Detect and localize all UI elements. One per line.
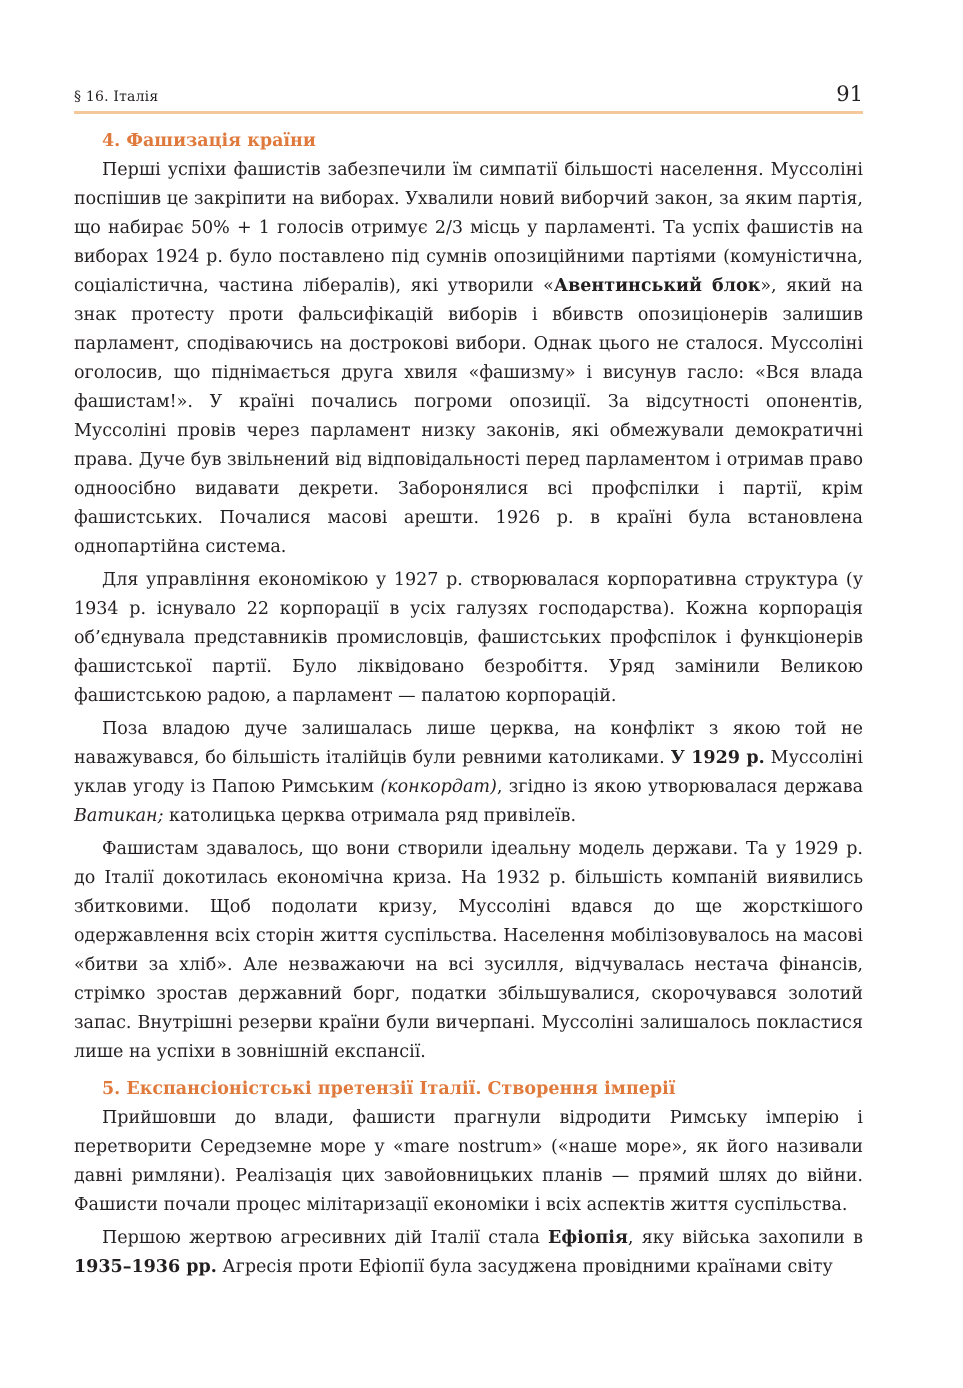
text-run: , яку війська захопили в — [627, 1228, 864, 1248]
paragraph: Для управління економікою у 1927 р. створювалася корпоративна структура (у 1934 р. існувало 22 корпорації в усіх галузях господарства). Кожна корпорація об’єднувала представників промисловців, фашистських профспілок і функціонерів фашистської партії. Було ліквідовано безробіття. Уряд замінили Великою фашистською радою, а парламент — палатою корпорацій. — [74, 570, 863, 706]
text-run: Першою жертвою агресивних дій Італії стала — [102, 1228, 549, 1248]
italic-term: (конкордат) — [380, 777, 497, 797]
text-run: , згідно із якою утворювалася держава — [496, 777, 863, 797]
running-header — [74, 80, 863, 114]
body-text — [74, 127, 863, 1286]
page-number: 91 — [836, 82, 863, 106]
paragraph: Фашистам здавалось, що вони створили ідеальну модель держави. Та у 1929 р. до Італії докотилась економічна криза. На 1932 р. більшість компаній виявились збитковими. Щоб подолати кризу, Муссоліні вдався до ще жорсткішого одержавлення всіх сторін життя суспільства. Населення мобілізовувалось на масові «битви за хліб». Але незважаючи на всі зусилля, відчувалась нестача фінансів, стрімко зростав державний борг, податки збільшувалися, скорочувався золотий запас. Внутрішні резерви країни були вичерпані. Муссоліні залишалось покластися лише на успіхи в зовнішній експансії. — [74, 839, 863, 1062]
bold-term: Ефіопія — [548, 1228, 628, 1248]
section-label: § 16. Італія — [74, 89, 159, 105]
text-run: Агресія проти Ефіопії була засуджена провідними країнами світу — [216, 1257, 833, 1277]
bold-date: У 1929 р. — [670, 748, 765, 768]
header-rule — [74, 111, 863, 114]
text-run: Перші успіхи фашистів забезпечили їм симпатії більшості населення. Муссоліні поспішив це закріпити на виборах. Ухвалили новий виборчий закон, за яким партія, що набирає 50% + 1 голосів отримує 2/3 місць у парламенті. Та успіх фашистів на виборах 1924 р. було поставлено під сумнів опозиційними партіями (комуністична, соціалістична, частина лібералів), які утворили « — [74, 160, 863, 296]
italic-term: Ватикан; — [74, 806, 164, 826]
text-run: католицька церква отримала ряд привілеїв. — [163, 806, 577, 826]
text-run: Муссоліні уклав угоду із Папою Римським — [74, 748, 864, 797]
paragraph — [74, 156, 863, 562]
section-heading-4: 4. Фашизація країни — [102, 131, 316, 151]
text-run: », який на знак протесту проти фальсифікацій виборів і вбивств опозиціонерів залишив парламент, сподіваючись на дострокові вибори. Однак цього не сталося. Муссоліні оголосив, що піднімається друга хвиля «фашизму» і висунув гасло: «Вся влада фашистам!». У країні почались погроми опозиції. За відсутності опонентів, Муссоліні провів через парламент низку законів, які обмежували демократичні права. Дуче був звільнений від відповідальності перед парламентом і отримав право одноосібно видавати декрети. Заборонялися всі профспілки і партії, крім фашистських. Почалися масові арешти. 1926 р. в країні була встановлена однопартійна система. — [74, 276, 863, 557]
text-run: Поза владою дуче залишалась лише церква, на конфлікт з якою той не наважувався, бо більшість італійців були ревними католиками. — [74, 719, 863, 768]
paragraph — [74, 1224, 863, 1282]
bold-date: 1935–1936 рр. — [74, 1257, 217, 1277]
paragraph — [74, 715, 863, 831]
paragraph: Прийшовши до влади, фашисти прагнули відродити Римську імперію і перетворити Середземне море у «mare nostrum» («наше море», як його називали давні римляни). Реалізація цих завойовницьких планів — прямий шлях до війни. Фашисти почали процес мілітаризації економіки і всіх аспектів життя суспільства. — [74, 1108, 863, 1215]
section-heading-5: 5. Експансіоністські претензії Італії. Створення імперії — [102, 1079, 676, 1099]
bold-term: Авентинський блок — [553, 276, 761, 296]
